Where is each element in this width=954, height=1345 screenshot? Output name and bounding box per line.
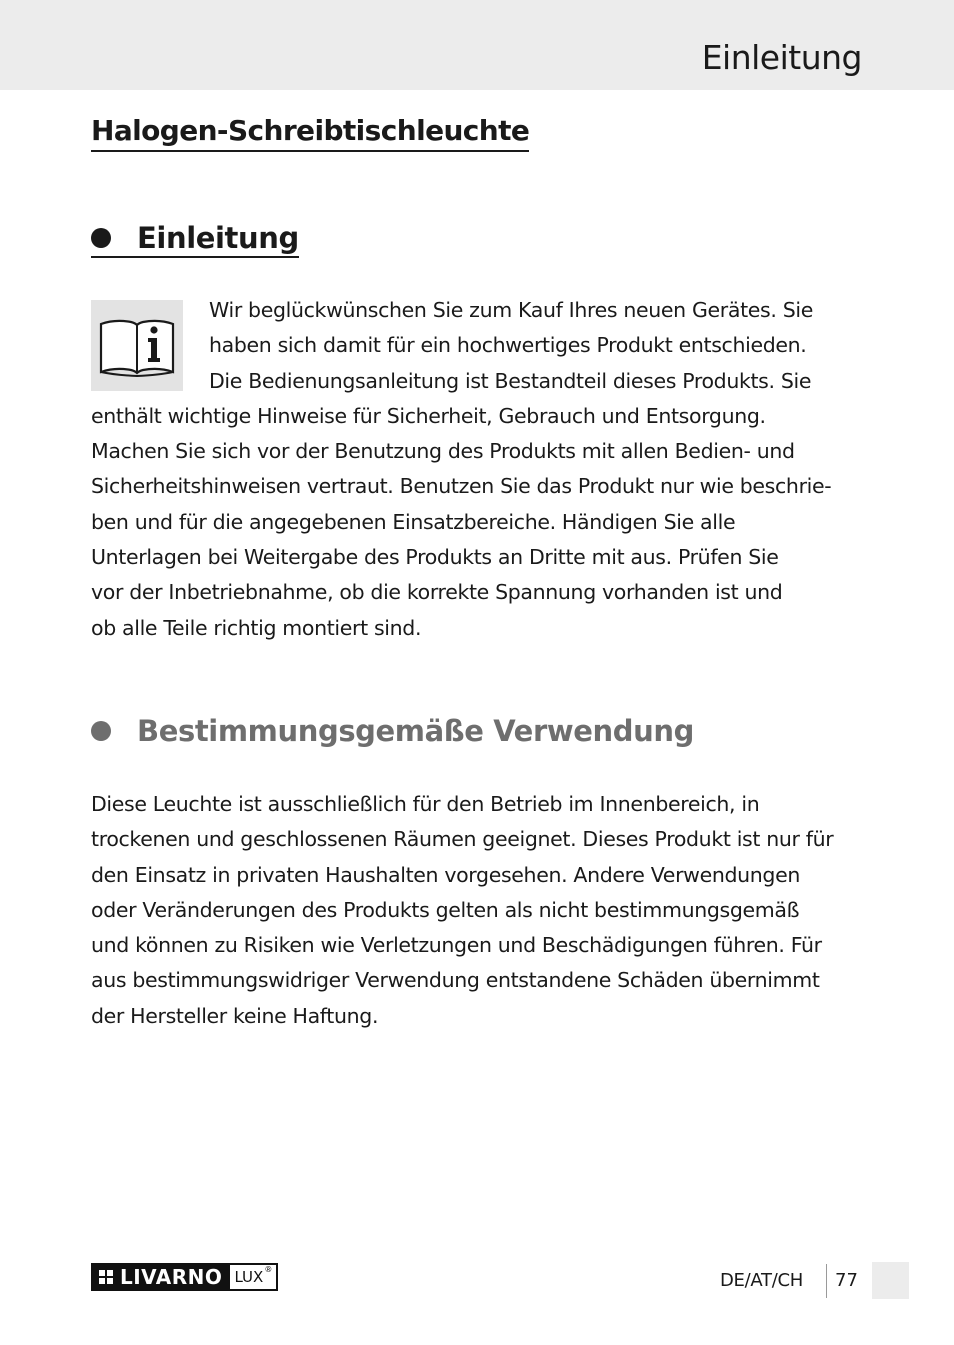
registered-mark: ® (264, 1264, 273, 1274)
text-line: enthält wichtige Hinweise für Sicherheit, Gebrauch und Entsorgung. (91, 403, 766, 428)
text-line: haben sich damit für ein hochwertiges Produkt entschieden. (209, 333, 807, 358)
text-line: Die Bedienungsanleitung ist Bestandteil dieses Produkts. Sie (209, 368, 812, 393)
text-line: Unterlagen bei Weitergabe des Produkts an Dritte mit aus. Prüfen Sie (91, 545, 779, 570)
logo-squares-icon (99, 1270, 113, 1284)
text-line: trockenen und geschlossenen Räumen geeignet. Dieses Produkt ist nur für (91, 827, 834, 852)
brand-name: LIVARNO (120, 1265, 223, 1289)
intro-paragraph (91, 293, 831, 646)
footer-tab-marker (872, 1262, 909, 1299)
text-line: Wir beglückwünschen Sie zum Kauf Ihres neuen Gerätes. Sie (209, 298, 813, 322)
document-title: Halogen-Schreibtischleuchte (91, 114, 529, 152)
text-line: vor der Inbetriebnahme, ob die korrekte Spannung vorhanden ist und (91, 580, 783, 605)
brand-logo-suffix (228, 1263, 278, 1291)
footer-locale: DE/AT/CH (720, 1270, 803, 1291)
section-heading-label: Einleitung (137, 221, 299, 255)
section-heading-bestimmung (91, 713, 694, 749)
bullet-icon (91, 228, 111, 248)
text-line: ob alle Teile richtig montiert sind. (91, 615, 422, 640)
text-line: Machen Sie sich vor der Benutzung des Produkts mit allen Bedien- und (91, 439, 795, 464)
text-line: oder Veränderungen des Produkts gelten als nicht bestimmungsgemäß (91, 897, 800, 922)
page-number: 77 (835, 1270, 858, 1291)
text-line: ben und für die angegebenen Einsatzbereiche. Händigen Sie alle (91, 509, 736, 534)
text-line: Diese Leuchte ist ausschließlich für den Betrieb im Innenbereich, in (91, 792, 760, 816)
text-line: den Einsatz in privaten Haushalten vorgesehen. Andere Verwendungen (91, 862, 800, 887)
usage-paragraph (91, 787, 833, 1034)
brand-suffix: LUX (234, 1268, 264, 1286)
text-line: der Hersteller keine Haftung. (91, 1003, 379, 1028)
brand-logo-main (91, 1263, 228, 1291)
footer-divider (826, 1264, 827, 1298)
section-heading-label: Bestimmungsgemäße Verwendung (137, 714, 694, 748)
section-heading-einleitung (91, 220, 299, 258)
page-header-title: Einleitung (701, 38, 862, 77)
brand-logo (91, 1263, 278, 1291)
text-line: und können zu Risiken wie Verletzungen und Beschädigungen führen. Für (91, 933, 822, 958)
text-line: Sicherheitshinweisen vertraut. Benutzen Sie das Produkt nur wie beschrie- (91, 474, 832, 499)
bullet-icon (91, 721, 111, 741)
text-line: aus bestimmungswidriger Verwendung entstandene Schäden übernimmt (91, 968, 820, 993)
